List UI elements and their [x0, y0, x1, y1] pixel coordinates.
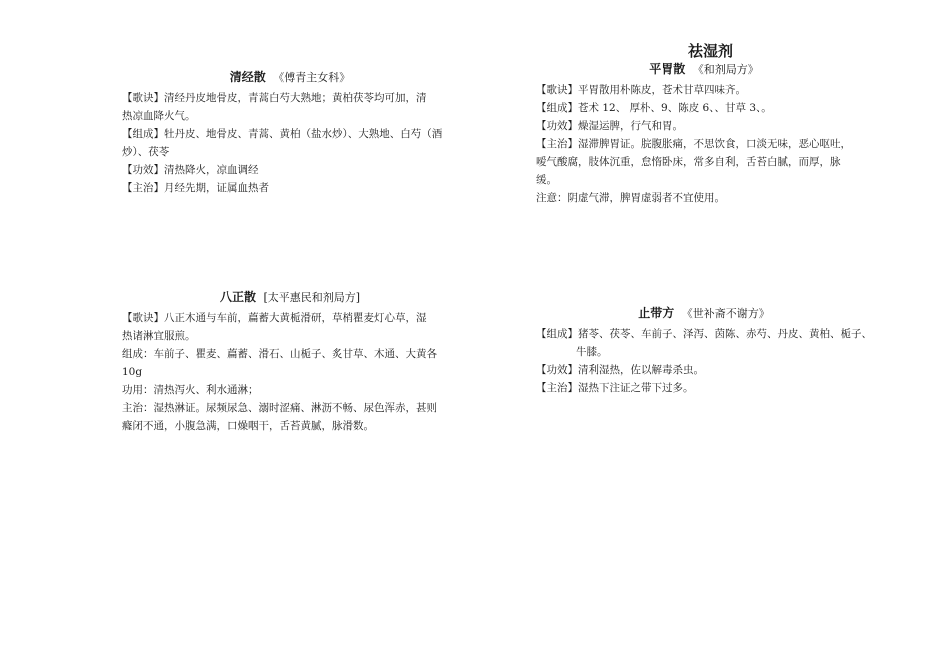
formula-source: 《和剂局方》 [692, 63, 759, 76]
formula-title [122, 68, 458, 87]
formula-name: 清经散 [229, 70, 266, 84]
text-line: 【组成】苍术 12、 厚朴、9、陈皮 6、、甘草 3、。 [536, 102, 772, 114]
formula-bazheng [122, 288, 458, 435]
formula-title [122, 288, 458, 307]
text-line: 炒）、茯苓 [122, 146, 170, 158]
formula-qingjing [122, 68, 458, 197]
text-line: 缓。 [536, 174, 557, 186]
text-line: 热凉血降火气。 [122, 110, 196, 122]
formula-name: 平胃散 [649, 62, 686, 76]
text-line: 【功效】燥湿运脾，行气和胃。 [536, 120, 683, 132]
text-line: 【歌诀】清经丹皮地骨皮，青蒿白芍大熟地；黄柏茯苓均可加，清 [122, 92, 427, 104]
text-line: 【主治】湿滞脾胃证。脘腹胀痛，不思饮食，口淡无味，恶心呕吐， [536, 138, 851, 150]
text-line: 癃闭不通，小腹急满，口燥咽干，舌苔黄腻，脉滑数。 [122, 420, 374, 432]
formula-title [536, 60, 872, 79]
text-line: 组成：车前子、瞿麦、萹蓄、滑石、山栀子、炙甘草、木通、大黄各 [122, 348, 437, 360]
formula-pingwei [536, 60, 872, 207]
text-line: 【组成】猪苓、茯苓、车前子、泽泻、茵陈、赤芍、丹皮、黄柏、栀子、 [536, 328, 872, 340]
text-line: 【歌诀】八正木通与车前，萹蓄大黄栀滑研，草梢瞿麦灯心草，湿 [122, 312, 427, 324]
text-line: 注意：阴虚气滞，脾胃虚弱者不宜使用。 [536, 192, 725, 204]
text-line: 【组成】牡丹皮、地骨皮、青蒿、黄柏（盐水炒）、大熟地、白芍（酒 [122, 128, 443, 140]
text-line: 嗳气酸腐，肢体沉重，怠惰卧床，常多自利，舌苔白腻，而厚，脉 [536, 156, 841, 168]
text-line: 【功效】清利湿热，佐以解毒杀虫。 [536, 364, 704, 376]
formula-title [536, 304, 872, 323]
text-line: 10g [122, 366, 143, 378]
formula-source: [太平惠民和剂局方] [263, 291, 361, 304]
formula-zhidai [536, 304, 872, 397]
formula-name: 八正散 [219, 290, 256, 304]
text-line: 主治：湿热淋证。尿频尿急、溺时涩痛、淋沥不畅、尿色浑赤，甚则 [122, 402, 437, 414]
text-line: 【主治】湿热下注证之带下过多。 [536, 382, 694, 394]
text-line: 【主治】月经先期，证属血热者 [122, 182, 269, 194]
text-line: 功用：清热泻火、利水通淋； [122, 384, 259, 396]
text-line: 【歌诀】平胃散用朴陈皮，苍术甘草四味齐。 [536, 84, 746, 96]
formula-source: 《世补斋不谢方》 [681, 307, 770, 320]
formula-source: 《傅青主女科》 [273, 71, 351, 84]
formula-name: 止带方 [638, 306, 675, 320]
section-heading: 祛湿剂 [688, 42, 734, 60]
text-line: 牛膝。 [576, 346, 608, 358]
text-line: 热诸淋宜服煎。 [122, 330, 196, 342]
text-line: 【功效】清热降火，凉血调经 [122, 164, 259, 176]
